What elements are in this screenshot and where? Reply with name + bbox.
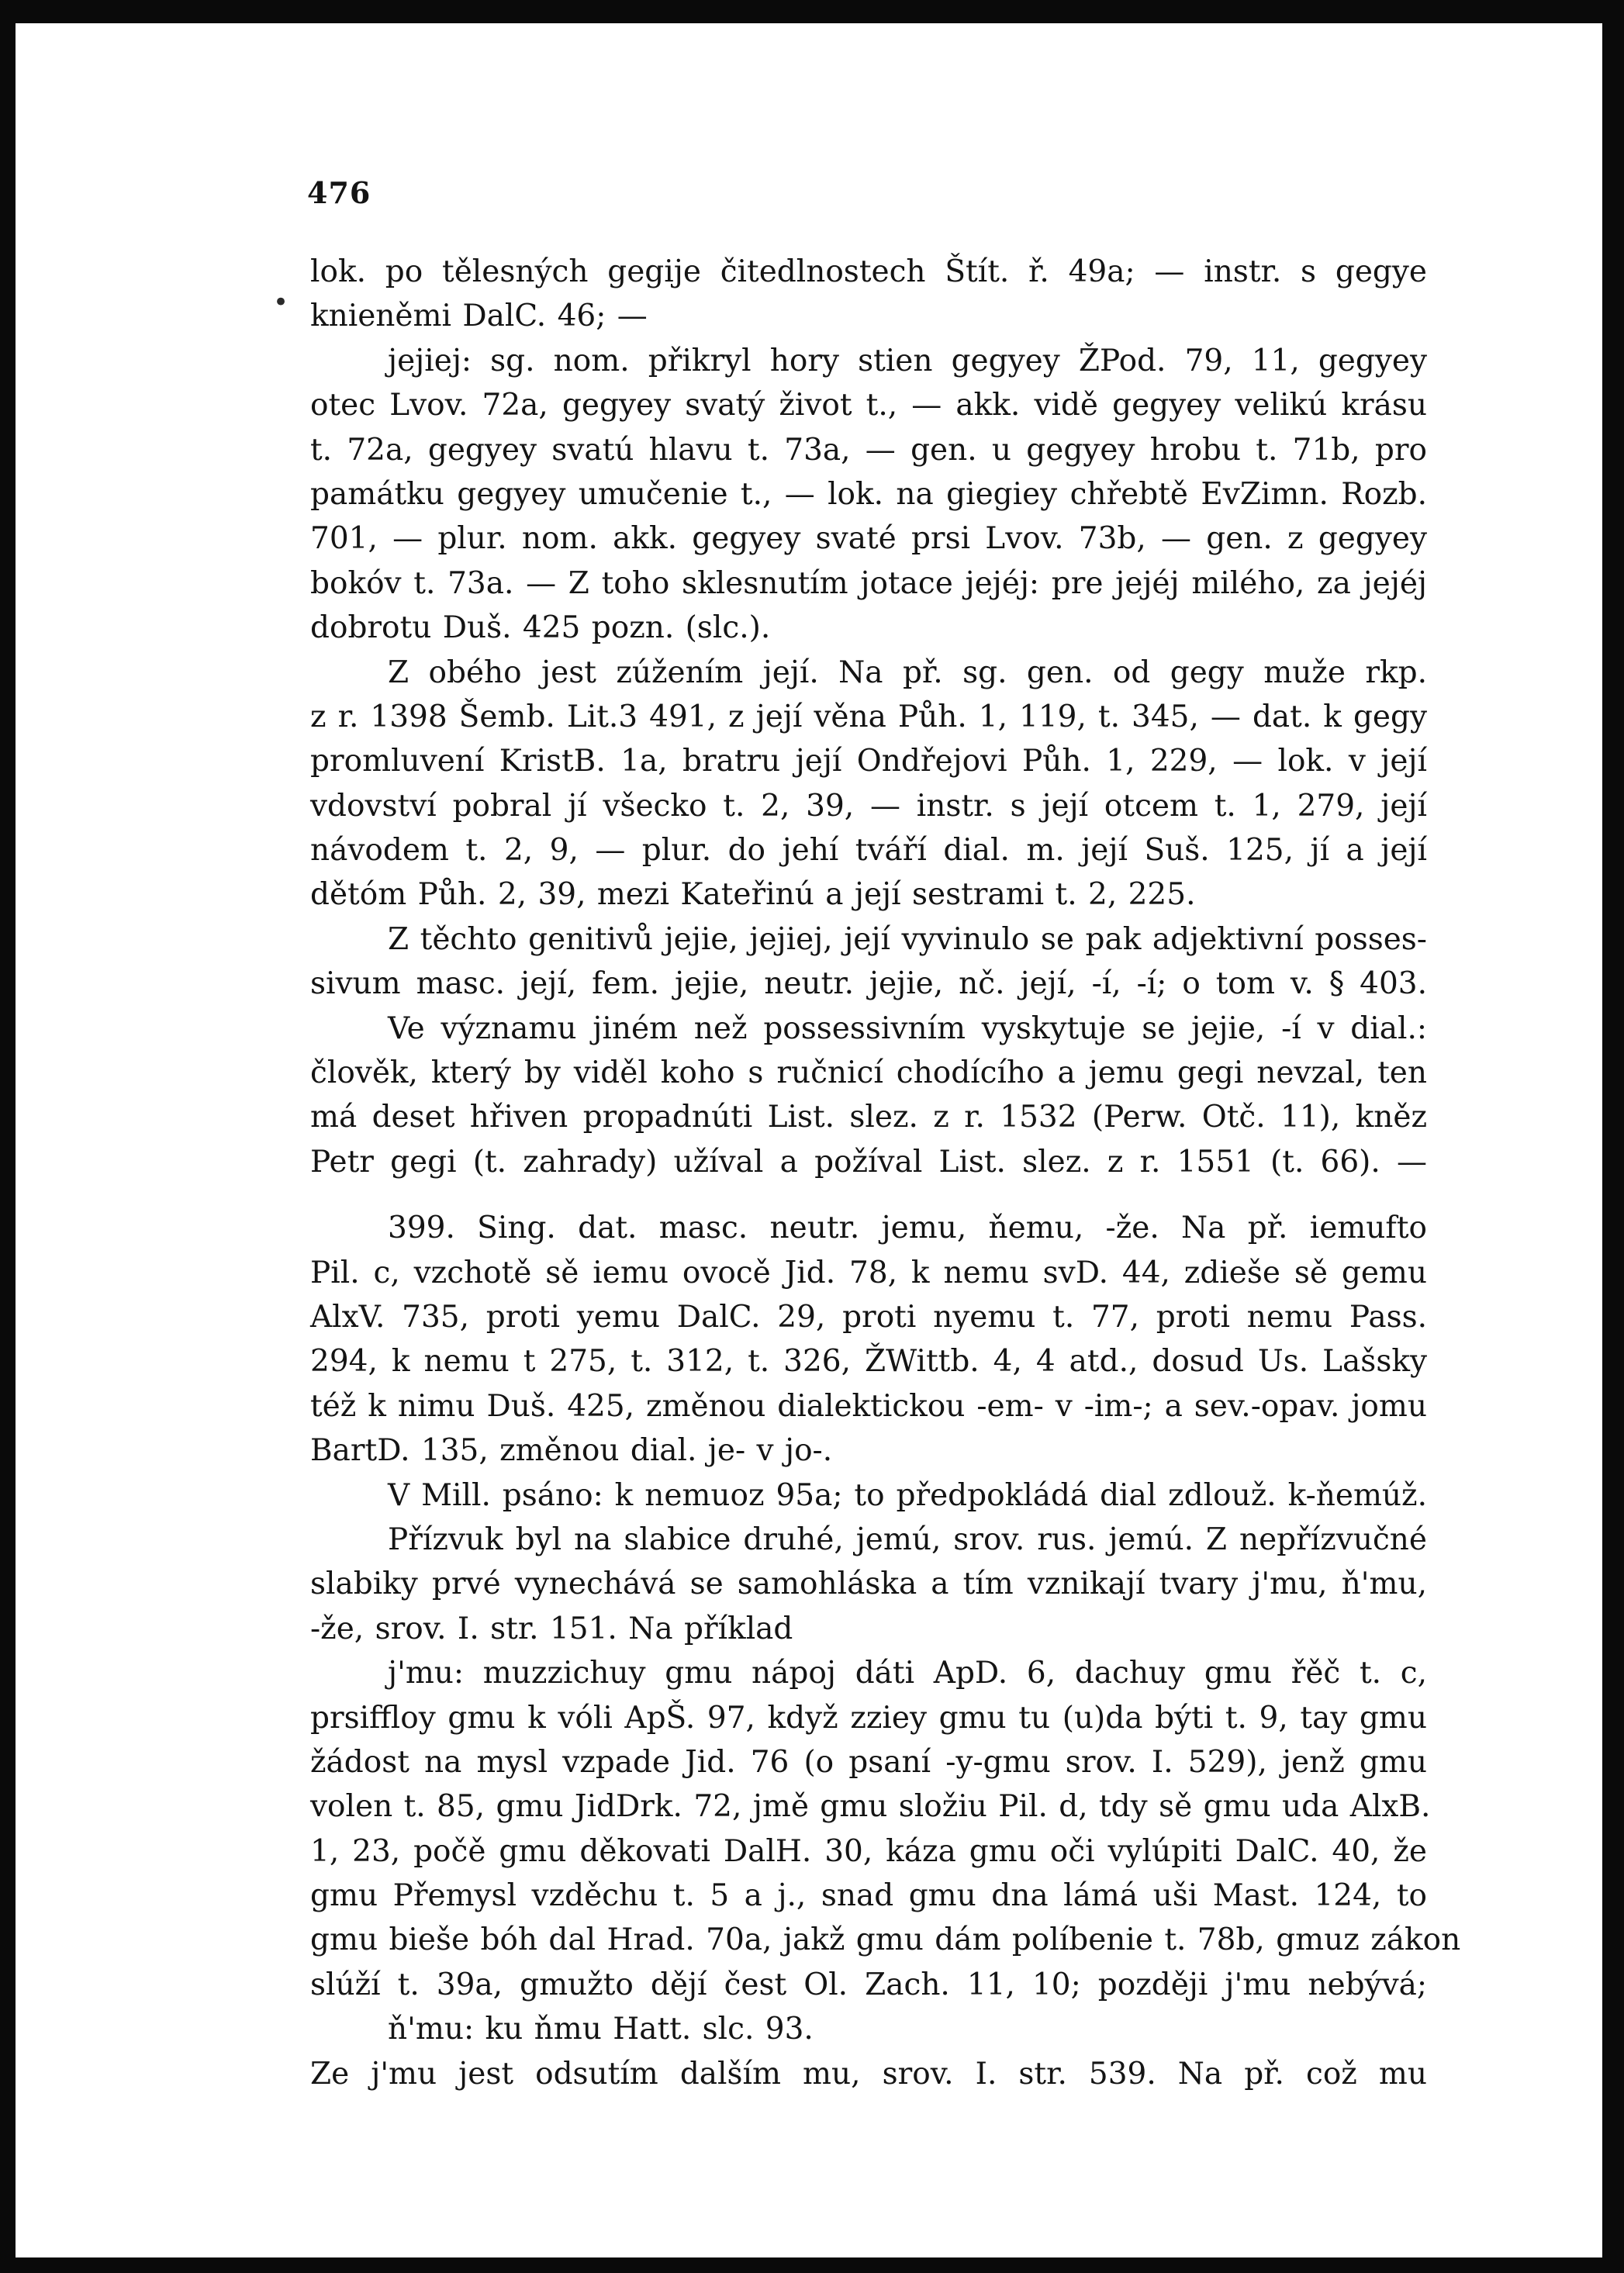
text-line: BartD. 135, změnou dial. je- v jo-.	[310, 1433, 833, 1469]
text-line: Pil. c, vzchotě sě iemu ovocě Jid. 78, k nemu svD. 44, zdieše sě gemu	[310, 1255, 1427, 1290]
text-line: gmu bieše bóh dal Hrad. 70a, jakž gmu dám políbenie t. 78b, gmuz zákon	[310, 1922, 1461, 1958]
text-line: památku gegyey umučenie t., — lok. na giegiey chřebtě EvZimn. Rozb.	[310, 476, 1427, 512]
text-line: jejiej: sg. nom. přikryl hory stien gegyey ŽPod. 79, 11, gegyey	[388, 343, 1427, 378]
text-line: -že, srov. I. str. 151. Na příklad	[310, 1611, 793, 1646]
text-line: Ze j'mu jest odsutím dalším mu, srov. I. str. 539. Na př. což mu	[310, 2056, 1427, 2092]
text-line: sivum masc. její, fem. jejie, neutr. jejie, nč. její, -í, -í; o tom v. § 403.	[310, 966, 1427, 1002]
text-line: vdovství pobral jí všecko t. 2, 39, — instr. s její otcem t. 1, 279, její	[310, 788, 1427, 824]
text-line: j'mu: muzzichuy gmu nápoj dáti ApD. 6, dachuy gmu řěč t. c,	[388, 1656, 1427, 1691]
text-line: promluvení KristB. 1a, bratru její Ondřejovi Půh. 1, 229, — lok. v její	[310, 744, 1427, 779]
text-line: AlxV. 735, proti yemu DalC. 29, proti nyemu t. 77, proti nemu Pass.	[310, 1299, 1427, 1335]
text-line: otec Lvov. 72a, gegyey svatý život t., — akk. vidě gegyey velikú krásu	[310, 388, 1427, 423]
scan-border-right	[1602, 0, 1624, 2273]
paragraph-gap	[310, 1184, 1427, 1206]
text-line: má deset hřiven propadnúti List. slez. z r. 1532 (Perw. Otč. 11), kněz	[310, 1100, 1427, 1135]
text-line: slabiky prvé vynechává se samohláska a tím vznikají tvary j'mu, ň'mu,	[310, 1567, 1427, 1602]
text-line: dobrotu Duš. 425 pozn. (slc.).	[310, 610, 771, 646]
text-line: Ve významu jiném než possessivním vyskytuje se jejie, -í v dial.:	[388, 1010, 1427, 1046]
text-line: 294, k nemu t 275, t. 312, t. 326, ŽWittb. 4, 4 atd., dosud Us. Lašsky	[310, 1344, 1427, 1380]
text-line: prsiffloy gmu k vóli ApŠ. 97, když zziey gmu tu (u)da býti t. 9, tay gmu	[310, 1700, 1427, 1736]
text-line: Z těchto genitivů jejie, jejiej, její vyvinulo se pak adjektivní posses-	[388, 921, 1427, 957]
text-line: 701, — plur. nom. akk. gegyey svaté prsi Lvov. 73b, — gen. z gegyey	[310, 521, 1427, 557]
text-line: lok. po tělesných gegije čitedlnostech Štít. ř. 49a; — instr. s gegye	[310, 254, 1427, 289]
scan-border-left	[0, 0, 16, 2273]
scan-border-top	[0, 0, 1624, 23]
text-line: Petr gegi (t. zahrady) užíval a požíval List. slez. z r. 1551 (t. 66). —	[310, 1144, 1427, 1180]
text-line: ň'mu: ku ňmu Hatt. slc. 93.	[388, 2012, 814, 2047]
text-line: dětóm Půh. 2, 39, mezi Kateřinú a její sestrami t. 2, 225.	[310, 877, 1196, 913]
text-line: návodem t. 2, 9, — plur. do jehí tváří dial. m. její Suš. 125, jí a její	[310, 833, 1427, 869]
body-text	[310, 250, 1461, 2096]
text-line: V Mill. psáno: k nemuoz 95a; to předpokládá dial zdlouž. k-ňemúž.	[388, 1477, 1427, 1513]
text-line: t. 72a, gegyey svatú hlavu t. 73a, — gen. u gegyey hrobu t. 71b, pro	[310, 432, 1427, 468]
text-line: slúží t. 39a, gmužto dějí čest Ol. Zach. 11, 10; později j'mu nebývá;	[310, 1967, 1427, 2002]
text-line: též k nimu Duš. 425, změnou dialektickou -em- v -im-; a sev.-opav. jomu	[310, 1388, 1427, 1424]
scan-border-bottom	[0, 2257, 1624, 2273]
text-line: Přízvuk byl na slabice druhé, jemú, srov. rus. jemú. Z nepřízvučné	[388, 1522, 1427, 1557]
text-line: z r. 1398 Šemb. Lit.3 491, z její věna Půh. 1, 119, t. 345, — dat. k gegy	[310, 699, 1427, 734]
text-line: knieněmi DalC. 46; —	[310, 299, 648, 334]
text-line: Z obého jest zúžením její. Na př. sg. gen. od gegy muže rkp.	[388, 655, 1427, 690]
text-line: bokóv t. 73a. — Z toho sklesnutím jotace jejéj: pre jejéj milého, za jejéj	[310, 565, 1427, 601]
margin-bullet: •	[273, 287, 289, 318]
text-line: 1, 23, počě gmu děkovati DalH. 30, káza gmu oči vylúpiti DalC. 40, že	[310, 1833, 1427, 1869]
text-line: volen t. 85, gmu JidDrk. 72, jmě gmu složiu Pil. d, tdy sě gmu uda AlxB.	[310, 1789, 1431, 1825]
page-number: 476	[307, 175, 371, 210]
text-line: gmu Přemysl vzděchu t. 5 a j., snad gmu dna lámá uši Mast. 124, to	[310, 1878, 1427, 1914]
text-line: člověk, který by viděl koho s ručnicí chodícího a jemu gegi nevzal, ten	[310, 1055, 1427, 1091]
text-line: žádost na mysl vzpade Jid. 76 (o psaní -y-gmu srov. I. 529), jenž gmu	[310, 1744, 1427, 1780]
text-line: 399. Sing. dat. masc. neutr. jemu, ňemu, -že. Na př. iemufto	[388, 1211, 1427, 1246]
